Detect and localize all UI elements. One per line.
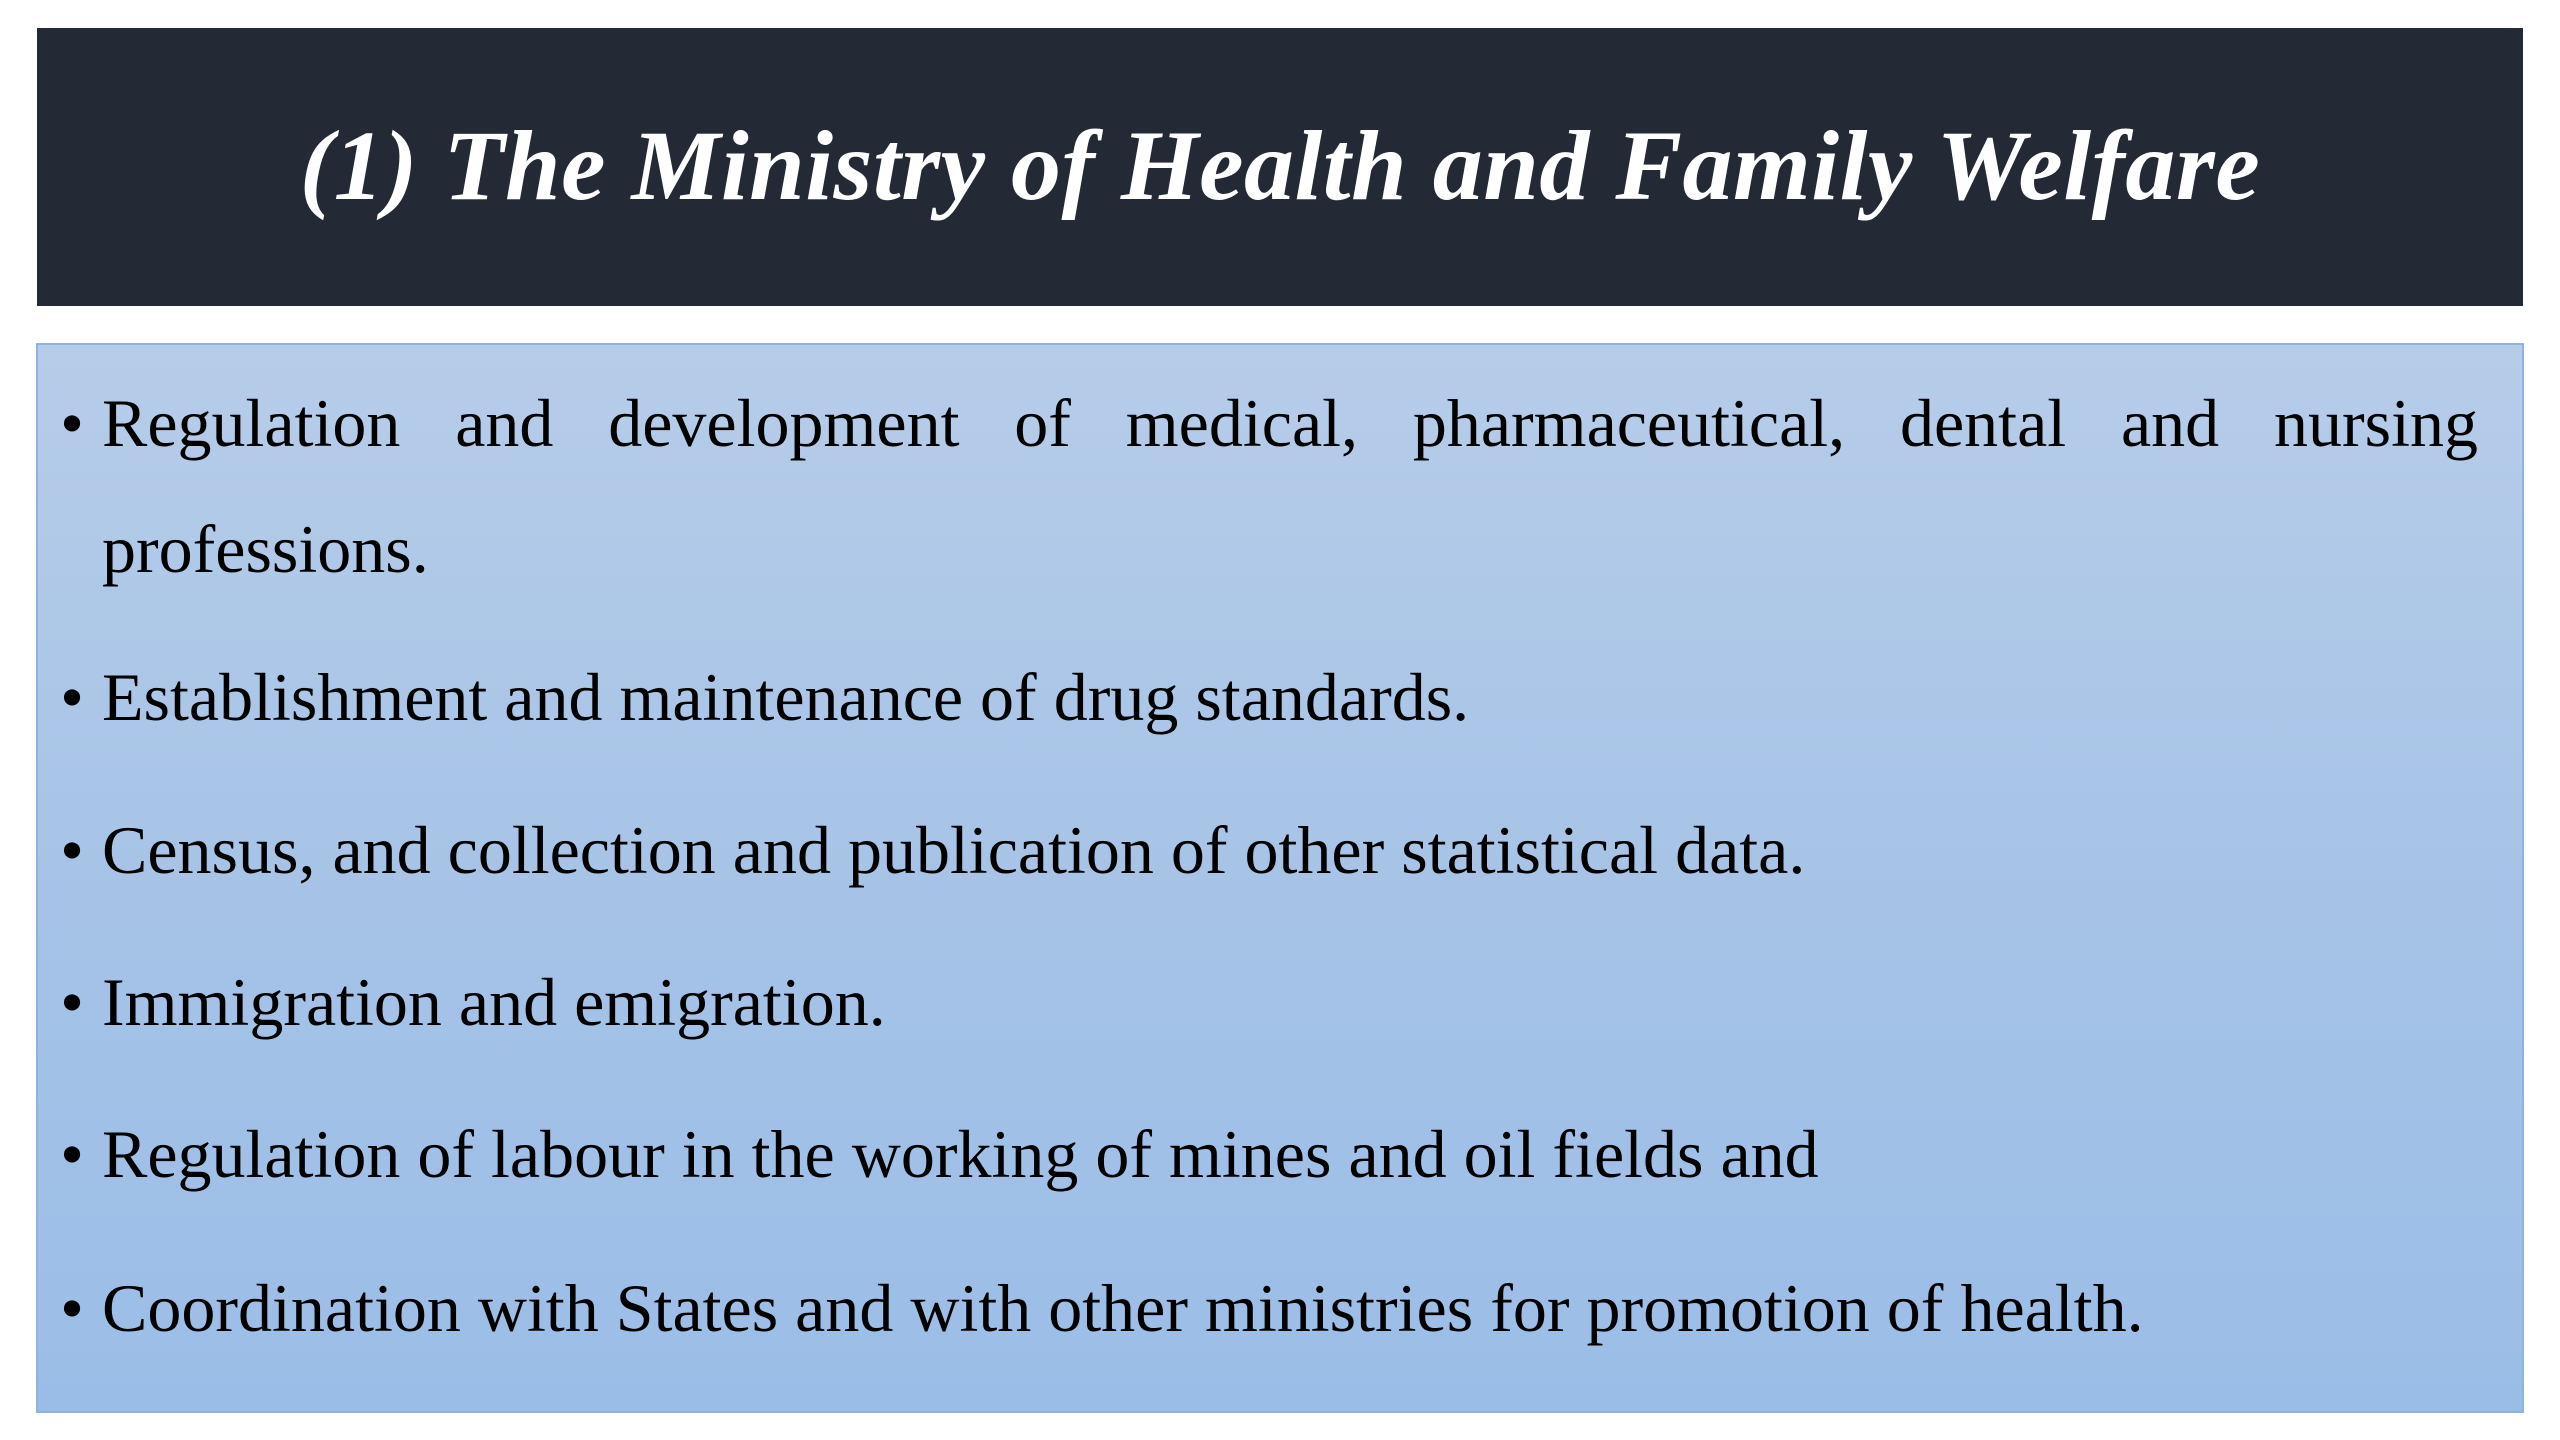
slide-title: (1) The Ministry of Health and Family Welfare — [299, 110, 2261, 221]
bullet-icon: • — [60, 964, 84, 1040]
list-item — [60, 939, 2478, 1065]
content-box — [36, 343, 2524, 1413]
title-bar — [37, 28, 2523, 306]
list-item — [60, 1091, 2478, 1217]
bullet-text: Regulation of labour in the working of mines and oil fields and — [102, 1116, 1819, 1192]
bullet-text: Census, and collection and publication of other statistical data. — [102, 812, 1806, 888]
bullet-text: Establishment and maintenance of drug standards. — [102, 659, 1470, 735]
bullet-text: Immigration and emigration. — [102, 964, 886, 1040]
bullet-icon: • — [60, 1116, 84, 1192]
bullet-text: Regulation and development of medical, pharmaceutical, dental and nursing professions. — [102, 385, 2478, 587]
bullet-text: Coordination with States and with other ministries for promotion of health. — [102, 1270, 2144, 1346]
list-item — [60, 1245, 2478, 1371]
bullet-icon: • — [60, 659, 84, 735]
bullet-icon: • — [60, 1270, 84, 1346]
list-item — [60, 360, 2478, 612]
bullet-icon: • — [60, 385, 84, 461]
list-item — [60, 634, 2478, 760]
list-item — [60, 787, 2478, 913]
bullet-icon: • — [60, 812, 84, 888]
bullet-list — [38, 345, 2522, 1411]
